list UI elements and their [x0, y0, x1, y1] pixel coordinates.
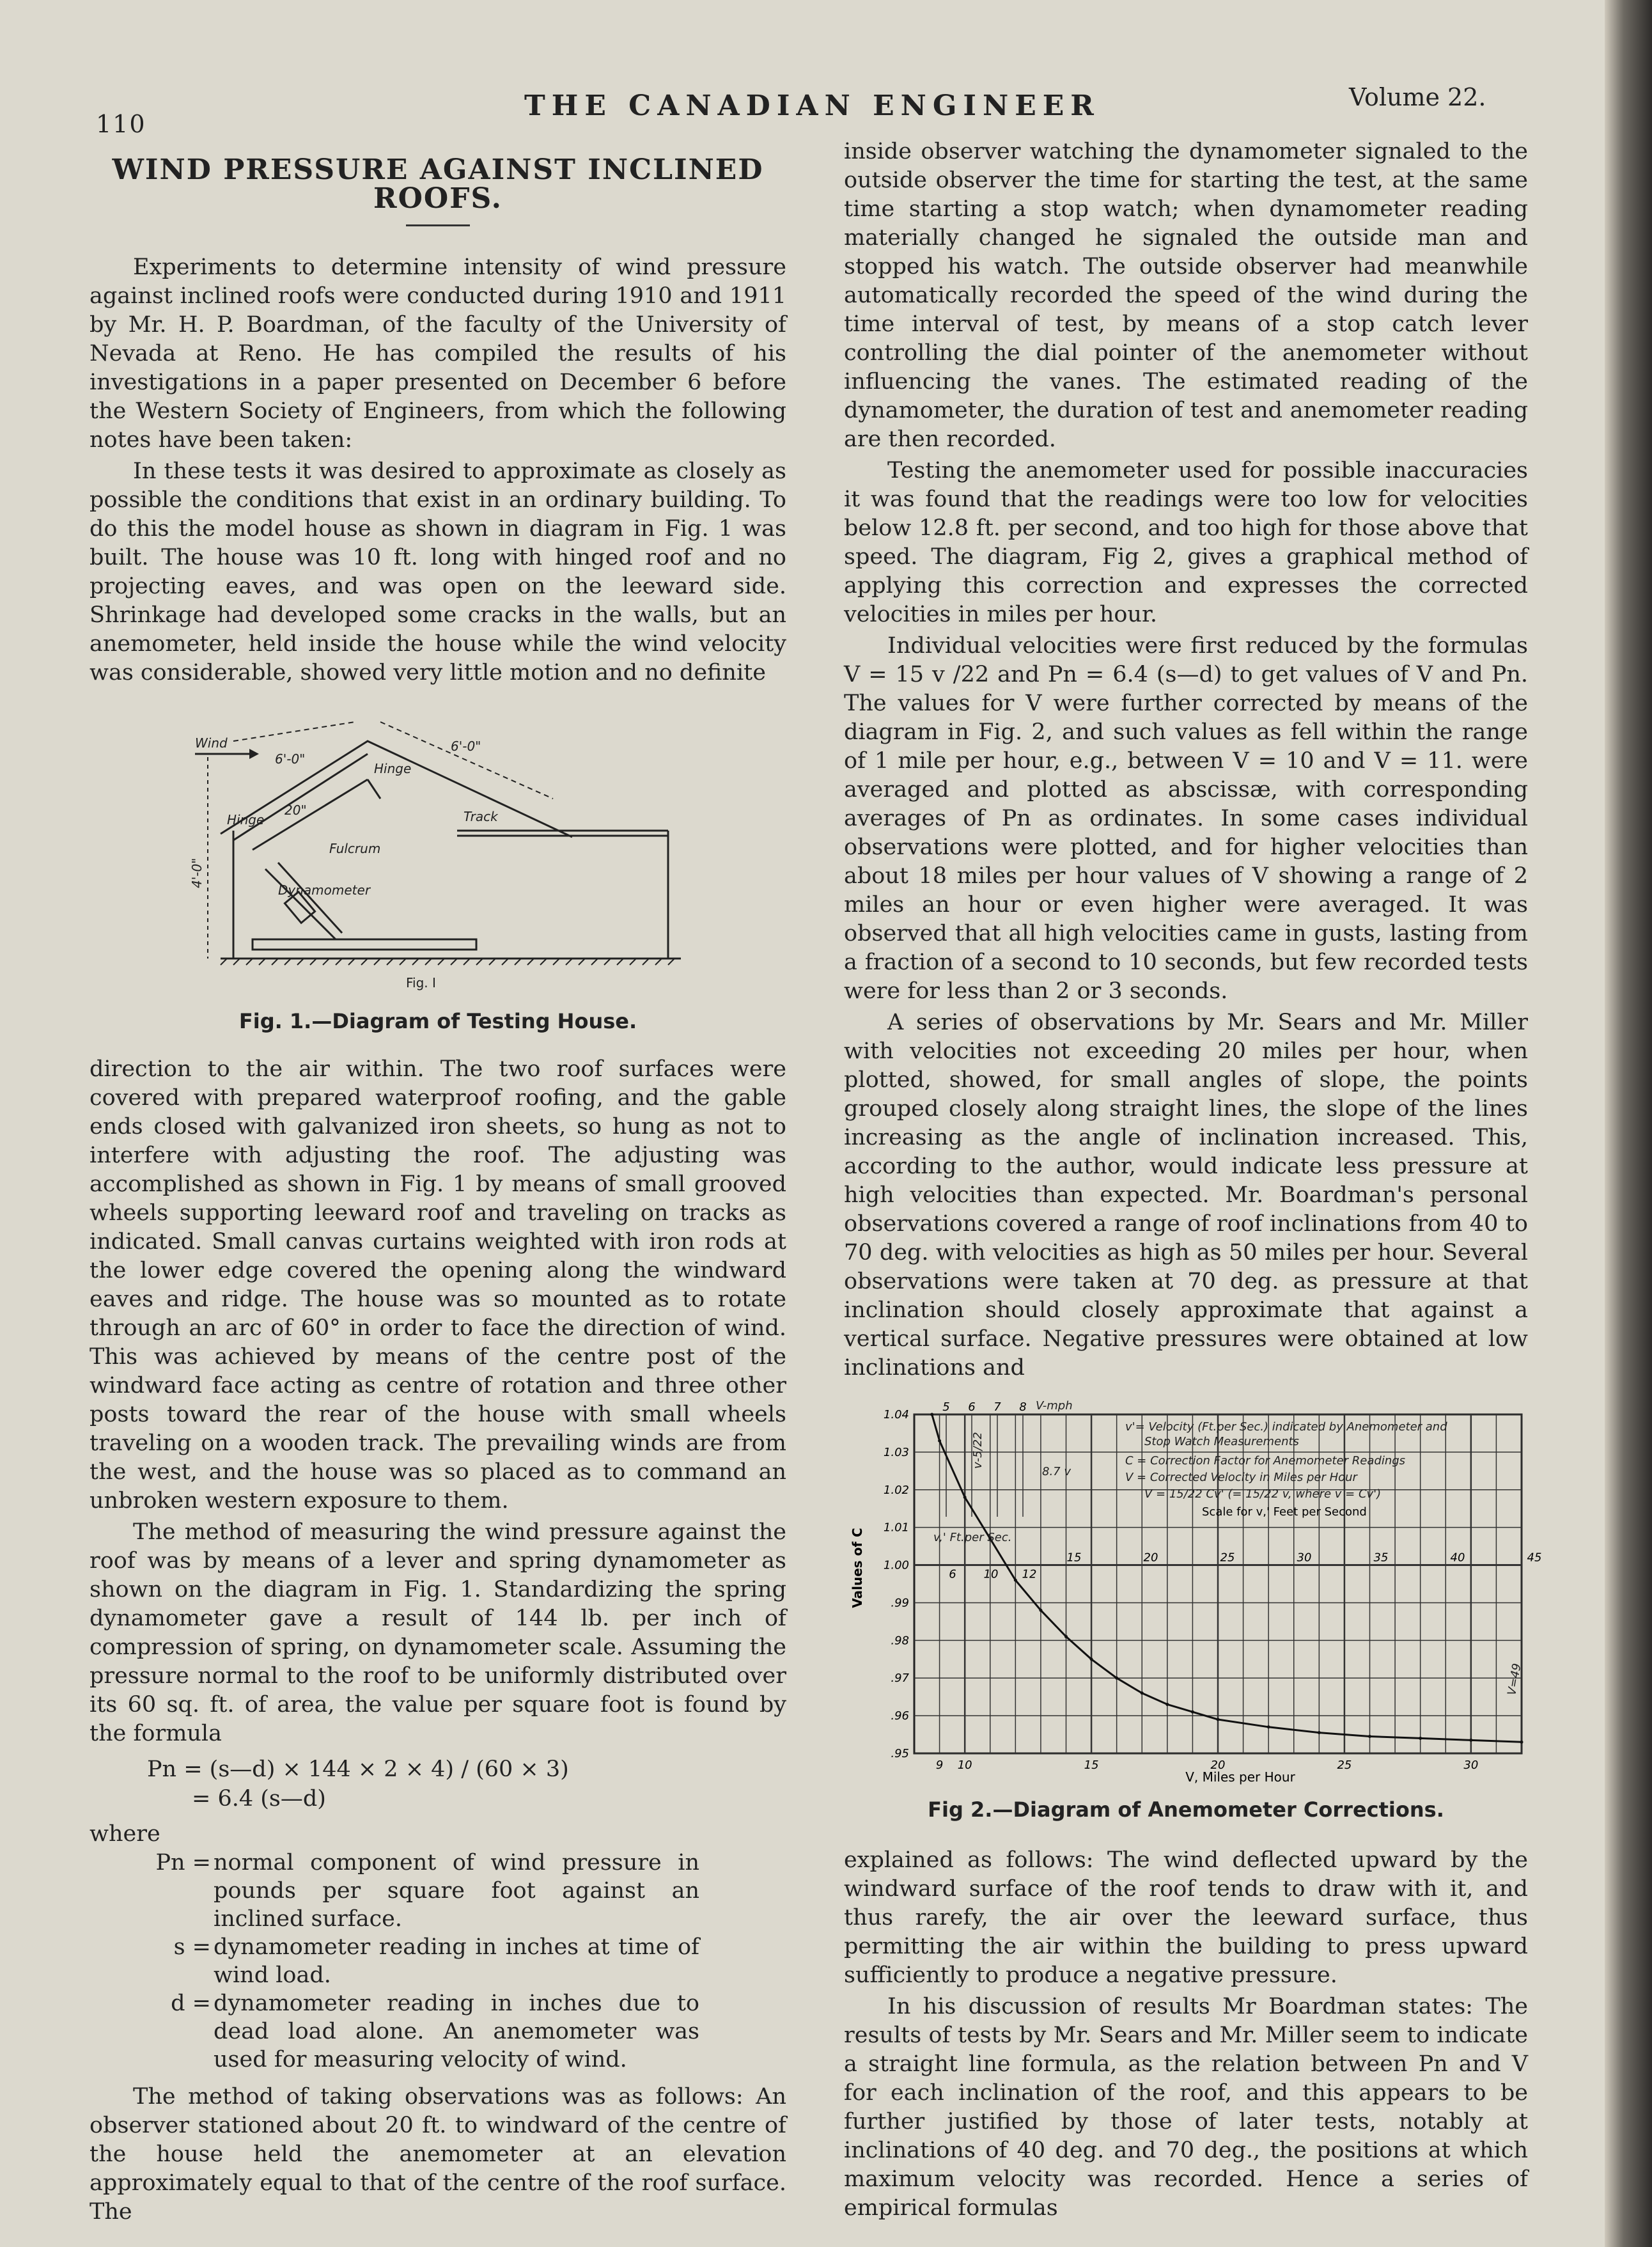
vmph-tick-label: 7	[994, 1400, 1001, 1414]
y-tick-label: .96	[891, 1709, 909, 1723]
y-axis-title: Values of C	[850, 1528, 865, 1608]
definition-symbol: d =	[171, 1991, 211, 2016]
figure-2	[844, 1395, 1542, 1824]
eq-v49-label: V=49	[1505, 1662, 1524, 1696]
legend-line-1: v'= Velocity (Ft.per Sec.) indicated by Anemometer and	[1125, 1420, 1447, 1434]
y-tick-label: .99	[891, 1596, 909, 1610]
paragraph-10: explained as follows: The wind deflected upward by the windward surface of the roof tends to draw with it, and thus rarefy, the air over the leeward surface, thus permitting the air within the building to press upward sufficiently to produce a negative pressure.	[844, 1847, 1528, 1988]
scale-label: Scale for v,' Feet per Second	[1202, 1505, 1367, 1519]
definition-symbol: Pn =	[155, 1850, 211, 1875]
fig1-label-fig: Fig. I	[406, 975, 436, 990]
v-ft-tick-label: 10	[983, 1567, 999, 1581]
curve-point	[1115, 1677, 1118, 1680]
paragraph-8: Individual velocities were first reduced by the formulas V = 15 v /22 and Pn = 6.4 (s—d) to get values of V and Pn. The values for V were further corrected by means of the diagram in Fig. 2, and such values as fell within the range of 1 mile per hour, e.g., between V = 10 and V = 11. were averaged and plotted as abscissæ, with corresponding averages of Pn as ordinates. In some cases individual observations were plotted, and for higher velocities than about 18 miles per hour values of V showing a range of 2 miles an hour or even higher were averaged. It was observed that all high velocities came in gusts, lasting from a fraction of a second to 10 seconds, but few recorded tests were for less than 2 or 3 seconds.	[844, 633, 1528, 1004]
fig1-label-6ft-left: 6'-0"	[275, 751, 306, 767]
curve-point	[1419, 1737, 1422, 1740]
y-tick-label: 1.03	[883, 1445, 909, 1459]
eq-87v-label: 8.7 v	[1042, 1465, 1071, 1478]
curve-point	[1267, 1725, 1270, 1728]
where-label: where	[90, 1821, 160, 1847]
article-title: WIND PRESSURE AGAINST INCLINED ROOFS.	[112, 153, 764, 215]
book-binding	[1605, 0, 1652, 2247]
figure-1-caption: Fig. 1.—Diagram of Testing House.	[238, 1009, 637, 1033]
paragraph-5: The method of taking observations was as follows: An observer stationed about 20 ft. to windward of the centre of the house held the anemometer at an elevation approximately equal to that of the centre of the roof surface. The	[90, 2084, 786, 2225]
fig1-label-hinge-top: Hinge	[374, 761, 412, 776]
x-tick-label: 20	[1210, 1758, 1226, 1772]
y-tick-label: .95	[891, 1747, 909, 1760]
v-ftsec-label: v,' Ft.per Sec.	[933, 1531, 1012, 1544]
vmph-tick-label: 5	[942, 1400, 950, 1414]
v-ft-tick-label: 6	[949, 1567, 956, 1581]
right-column	[844, 137, 1542, 2225]
fig1-label-fulcrum: Fulcrum	[329, 841, 381, 856]
fig1-label-6ft-right: 6'-0"	[451, 739, 481, 754]
fig1-label-wind: Wind	[195, 735, 228, 751]
definitions-list	[90, 1849, 786, 2074]
paragraph-9: A series of observations by Mr. Sears and Mr. Miller with velocities not exceeding 20 miles per hour, when plotted, showed, for small angles of slope, the points grouped closely along straight lines, the slope of the lines increasing as the angle of inclination increased. This, according to the author, would indicate less pressure at high velocities than expected. Mr. Boardman's personal observations covered a range of roof inclinations from 40 to 70 deg. with velocities as high as 50 miles per hour. Several observations were taken at 70 deg. as pressure at that inclination should closely approximate that against a vertical surface. Negative pressures were obtained at low inclinations and	[844, 1010, 1528, 1381]
definition-text: dynamometer reading in inches due to dead load alone. An anemometer was used for measuring velocity of wind.	[214, 1991, 699, 2072]
curve-point	[1318, 1731, 1321, 1734]
journal-title: THE CANADIAN ENGINEER	[524, 90, 1100, 122]
curve-point	[1368, 1735, 1371, 1738]
x-tick-label: 9	[935, 1758, 944, 1772]
definition-item	[90, 1989, 786, 2074]
y-tick-label: 1.00	[883, 1558, 909, 1572]
fig1-label-hinge-left: Hinge	[227, 812, 265, 827]
paragraph-6: inside observer watching the dynamometer signaled to the outside observer the time for starting the test, at the same time starting a stop watch; when dynamometer reading materially changed he signaled the outside man and stopped his watch. The outside observer had meanwhile automatically recorded the speed of the wind during the time interval of test, by means of a stop catch lever controlling the dial pointer of the anemometer without influencing the vanes. The estimated reading of the dynamometer, the duration of test and anemometer reading are then recorded.	[844, 139, 1528, 452]
definition-symbol: s =	[173, 1934, 211, 1960]
vmph-tick-label: 6	[968, 1400, 976, 1414]
legend-line-3: C = Correction Factor for Anemometer Readings	[1125, 1454, 1406, 1468]
scale-tick-label: 20	[1143, 1551, 1158, 1565]
curve-point	[1520, 1741, 1523, 1744]
volume-label: Volume 22.	[1349, 83, 1486, 111]
paragraph-3: direction to the air within. The two roof surfaces were covered with prepared waterproof roofing, and the gable ends closed with galvanized iron sheets, so hung as not to interfere with adjusting the roof. The adjusting was accomplished as shown in Fig. 1 by means of small grooved wheels supporting leeward roof and traveling on tracks as indicated. Small canvas curtains weighted with iron rods at the lower edge covered the opening along the windward eaves and ridge. The house was so mounted as to rotate through an arc of 60° in order to face the direction of wind. This was achieved by means of the centre post of the windward face acting as centre of rotation and three other posts toward the rear of the house with small wheels traveling on a wooden track. The prevailing winds are from the west, and the house was so placed as to command an unbroken western exposure to them.	[90, 1056, 786, 1514]
fig1-label-dynamometer: Dynamometer	[278, 882, 371, 898]
running-head	[0, 83, 1605, 138]
y-tick-label: .97	[891, 1672, 909, 1686]
curve-point	[1217, 1718, 1220, 1721]
pressure-formula	[147, 1755, 786, 1813]
fig1-label-track: Track	[464, 809, 498, 824]
page-number: 110	[96, 110, 146, 138]
definition-item	[90, 1849, 786, 1933]
figure-2-caption: Fig 2.—Diagram of Anemometer Corrections.	[928, 1797, 1444, 1822]
left-column	[90, 137, 786, 2229]
y-tick-label: 1.02	[883, 1483, 909, 1497]
paragraph-7: Testing the anemometer used for possible inaccuracies it was found that the readings were too low for velocities below 12.8 ft. per second, and too high for those above that speed. The diagram, Fig 2, gives a graphical method of applying this correction and expresses the corrected velocities in miles per hour.	[844, 458, 1528, 627]
testing-house-diagram	[189, 703, 681, 1003]
x-axis-title: V, Miles per Hour	[1185, 1769, 1295, 1785]
curve-point	[1064, 1635, 1068, 1638]
definition-text: normal component of wind pressure in pounds per square foot against an inclined surface.	[214, 1850, 699, 1932]
paragraph-2: In these tests it was desired to approximate as closely as possible the conditions that exist in an ordinary building. To do this the model house as shown in diagram in Fig. 1 was built. The house was 10 ft. long with hinged roof and no projecting eaves, and was open on the leeward side. Shrinkage had developed some cracks in the walls, but an anemometer, held inside the house while the wind velocity was considerable, showed very little motion and no definite	[90, 458, 786, 685]
scale-tick-label: 35	[1373, 1551, 1389, 1565]
y-tick-label: 1.01	[883, 1521, 909, 1535]
top-vmph-label: V-mph	[1036, 1399, 1073, 1413]
scale-tick-label: 30	[1297, 1551, 1312, 1565]
scale-tick-label: 15	[1066, 1551, 1082, 1565]
y-tick-label: 1.04	[883, 1408, 909, 1421]
paragraph-4: The method of measuring the wind pressure against the roof was by means of a lever and spring dynamometer as shown on the diagram in Fig. 1. Standardizing the spring dynamometer gave a result of 144 lb. per inch of compression of spring, on dynamometer scale. Assuming the pressure normal to the roof to be uniformly distributed over its 60 sq. ft. of area, the value per square foot is found by the formula	[90, 1519, 786, 1746]
curve-point	[938, 1439, 941, 1443]
curve-point	[1039, 1609, 1042, 1612]
title-rule	[406, 224, 470, 226]
scale-tick-label: 40	[1450, 1551, 1465, 1565]
formula-line-1: Pn = (s—d) × 144 × 2 × 4) / (60 × 3)	[147, 1757, 569, 1782]
definition-text: dynamometer reading in inches at time of wind load.	[214, 1934, 699, 1988]
curve-point	[1014, 1579, 1017, 1582]
x-tick-label: 25	[1337, 1758, 1352, 1772]
figure-1	[90, 703, 786, 1036]
paragraph-11: In his discussion of results Mr Boardman states: The results of tests by Mr. Sears and Mr. Miller seem to indicate a straight line formula, as the relation between Pn and V for each inclination of the roof, and this appears to be further justified by those of later tests, notably at inclinations of 40 deg. and 70 deg., the positions at which maximum velocity was recorded. Hence a series of empirical formulas	[844, 1994, 1528, 2221]
definition-item	[90, 1933, 786, 1989]
legend-line-4: V = Corrected Velocity in Miles per Hour	[1125, 1471, 1357, 1484]
anemometer-corrections-chart	[844, 1395, 1542, 1792]
legend-line-2: Stop Watch Measurements	[1144, 1435, 1299, 1448]
x-tick-label: 15	[1084, 1758, 1099, 1772]
vmph-tick-label: 8	[1019, 1400, 1027, 1414]
curve-point	[1469, 1739, 1472, 1742]
paragraph-1: Experiments to determine intensity of wind pressure against inclined roofs were conducted during 1910 and 1911 by Mr. H. P. Boardman, of the faculty of the University of Nevada at Reno. He has compiled the results of his investigations in a paper presented on December 6 before the Western Society of Engineers, from which the following notes have been taken:	[90, 254, 786, 453]
curve-point	[930, 1413, 933, 1416]
x-tick-label: 30	[1463, 1758, 1479, 1772]
eq-v5-22-label: v-5/22	[971, 1432, 985, 1469]
curve-point	[1191, 1711, 1194, 1714]
curve-point	[1141, 1691, 1144, 1695]
curve-point	[1165, 1703, 1169, 1706]
fig1-label-4ft: 4'-0"	[189, 857, 205, 888]
scale-tick-label: 25	[1220, 1551, 1235, 1565]
curve-point	[1090, 1657, 1093, 1661]
x-tick-label: 10	[957, 1758, 972, 1772]
legend-line-5: V = 15/22 Cv' (= 15/22 v, where v = Cv')	[1144, 1487, 1382, 1501]
formula-line-2: = 6.4 (s—d)	[192, 1786, 326, 1812]
y-tick-label: .98	[891, 1634, 909, 1648]
v-ft-tick-label: 12	[1022, 1567, 1037, 1581]
fig1-label-20in: 20"	[284, 802, 307, 818]
curve-point	[963, 1496, 967, 1499]
scale-tick-label: 45	[1527, 1551, 1542, 1565]
